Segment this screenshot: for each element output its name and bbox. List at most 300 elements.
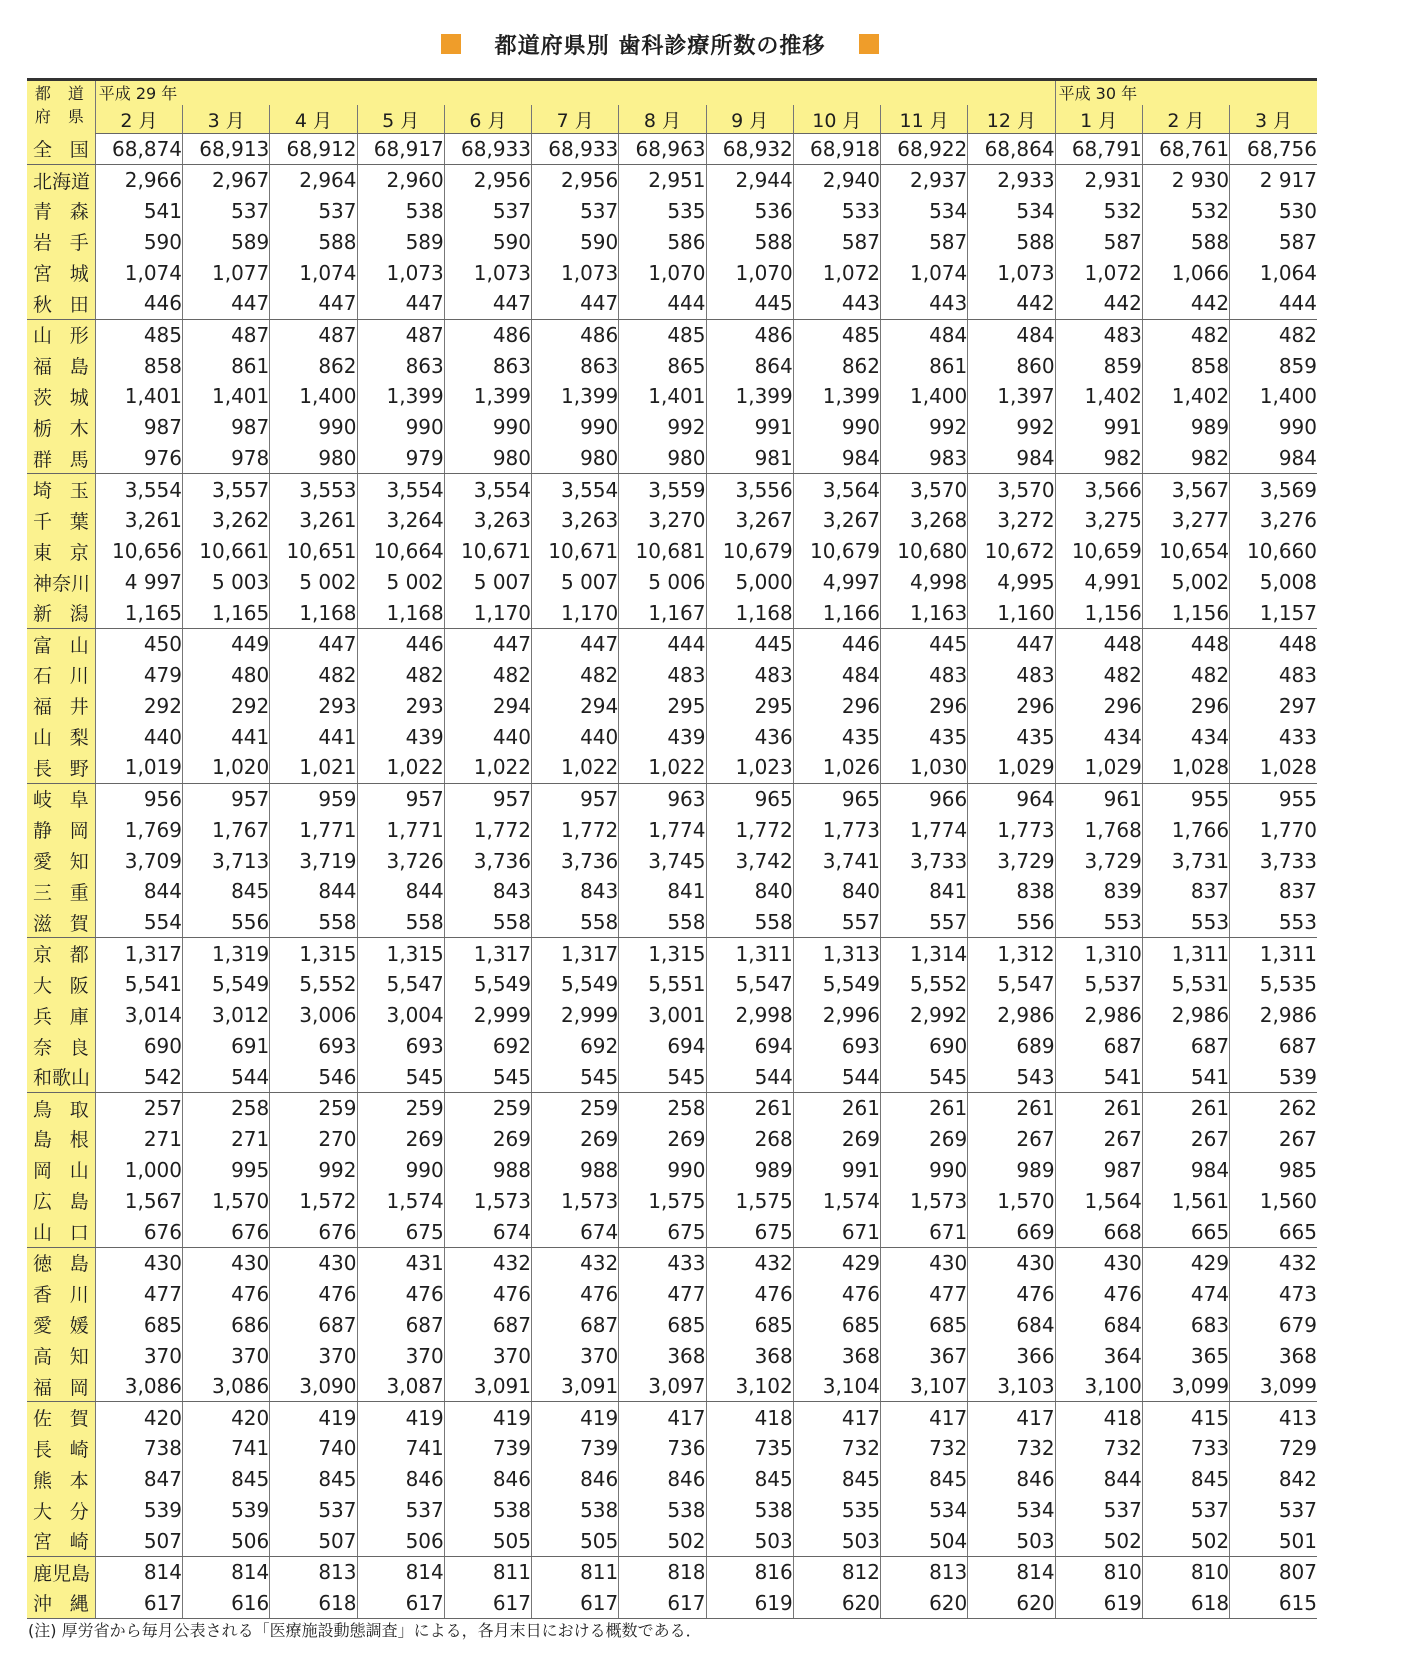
- clinic-count-cell: 417: [793, 1402, 880, 1433]
- clinic-count-cell: 615: [1230, 1588, 1317, 1619]
- clinic-count-cell: 3,099: [1142, 1371, 1229, 1402]
- clinic-count-cell: 415: [1142, 1402, 1229, 1433]
- clinic-count-cell: 812: [793, 1557, 880, 1588]
- clinic-count-cell: 814: [968, 1557, 1055, 1588]
- clinic-count-cell: 483: [968, 659, 1055, 690]
- clinic-count-cell: 1,312: [968, 938, 1055, 969]
- clinic-count-cell: 671: [793, 1216, 880, 1247]
- clinic-count-cell: 259: [357, 1093, 444, 1124]
- clinic-count-cell: 420: [183, 1402, 270, 1433]
- prefecture-name: 神奈川: [27, 567, 95, 598]
- footnote: (注) 厚労省から毎月公表される「医療施設動態調査」による，各月末日における概数である．: [28, 1621, 702, 1640]
- clinic-count-cell: 1,317: [95, 938, 182, 969]
- clinic-count-cell: 990: [1230, 412, 1317, 443]
- clinic-count-cell: 4,991: [1055, 567, 1142, 598]
- table-row: [27, 876, 1317, 907]
- clinic-count-cell: 990: [444, 412, 531, 443]
- clinic-count-cell: 446: [95, 288, 182, 319]
- clinic-count-cell: 10,679: [793, 536, 880, 567]
- clinic-count-cell: 450: [95, 629, 182, 660]
- clinic-count-cell: 1,170: [532, 598, 619, 629]
- clinic-count-cell: 1,165: [95, 598, 182, 629]
- clinic-count-cell: 10,664: [357, 536, 444, 567]
- clinic-count-cell: 1,773: [793, 814, 880, 845]
- prefecture-header: [27, 80, 95, 134]
- clinic-count-cell: 68,912: [270, 134, 357, 165]
- clinic-count-cell: 544: [793, 1062, 880, 1093]
- clinic-count-cell: 436: [706, 721, 793, 752]
- clinic-count-cell: 295: [706, 690, 793, 721]
- clinic-count-cell: 617: [619, 1588, 706, 1619]
- clinic-count-cell: 739: [532, 1433, 619, 1464]
- clinic-count-cell: 1,168: [270, 598, 357, 629]
- clinic-count-cell: 368: [706, 1340, 793, 1371]
- clinic-count-cell: 1,156: [1055, 598, 1142, 629]
- clinic-count-cell: 5,547: [357, 969, 444, 1000]
- clinic-count-cell: 537: [270, 195, 357, 226]
- prefecture-name: 新 潟: [27, 598, 95, 629]
- clinic-count-cell: 259: [532, 1093, 619, 1124]
- clinic-count-cell: 3,736: [444, 845, 531, 876]
- table-row: [27, 195, 1317, 226]
- orange-square-icon: [859, 34, 879, 54]
- clinic-count-cell: 3,742: [706, 845, 793, 876]
- clinic-count-cell: 430: [270, 1247, 357, 1278]
- clinic-count-cell: 979: [357, 443, 444, 474]
- month-header-row: [27, 105, 1317, 134]
- clinic-count-cell: 446: [793, 629, 880, 660]
- table-row: [27, 1526, 1317, 1557]
- clinic-count-cell: 443: [793, 288, 880, 319]
- clinic-count-cell: 419: [532, 1402, 619, 1433]
- clinic-count-cell: 68,756: [1230, 134, 1317, 165]
- clinic-count-cell: 992: [881, 412, 968, 443]
- month-header: 8 月: [619, 105, 706, 134]
- clinic-count-cell: 3,264: [357, 505, 444, 536]
- clinic-count-cell: 68,933: [532, 134, 619, 165]
- prefecture-name: 愛 知: [27, 845, 95, 876]
- clinic-count-cell: 5 006: [619, 567, 706, 598]
- clinic-count-cell: 1,310: [1055, 938, 1142, 969]
- clinic-count-cell: 741: [183, 1433, 270, 1464]
- clinic-count-cell: 480: [183, 659, 270, 690]
- clinic-count-cell: 665: [1142, 1216, 1229, 1247]
- clinic-count-cell: 3,087: [357, 1371, 444, 1402]
- table-row: [27, 1588, 1317, 1619]
- clinic-count-cell: 991: [1055, 412, 1142, 443]
- clinic-count-cell: 1,400: [881, 381, 968, 412]
- clinic-count-cell: 2,999: [444, 1000, 531, 1031]
- clinic-count-cell: 846: [532, 1464, 619, 1495]
- clinic-count-cell: 68,791: [1055, 134, 1142, 165]
- clinic-count-cell: 992: [270, 1154, 357, 1185]
- clinic-count-cell: 992: [619, 412, 706, 443]
- clinic-count-cell: 365: [1142, 1340, 1229, 1371]
- clinic-count-cell: 1,168: [706, 598, 793, 629]
- prefecture-name: 愛 媛: [27, 1309, 95, 1340]
- clinic-count-cell: 1,397: [968, 381, 1055, 412]
- clinic-count-cell: 3,736: [532, 845, 619, 876]
- clinic-count-cell: 587: [793, 226, 880, 257]
- clinic-count-cell: 534: [881, 1495, 968, 1526]
- prefecture-name: 長 崎: [27, 1433, 95, 1464]
- clinic-count-cell: 987: [95, 412, 182, 443]
- clinic-count-cell: 811: [532, 1557, 619, 1588]
- clinic-count-cell: 261: [1055, 1093, 1142, 1124]
- table-row: [27, 505, 1317, 536]
- clinic-count-cell: 429: [793, 1247, 880, 1278]
- clinic-count-cell: 370: [444, 1340, 531, 1371]
- table-row: [27, 1031, 1317, 1062]
- clinic-count-cell: 2,956: [532, 164, 619, 195]
- clinic-count-cell: 841: [619, 876, 706, 907]
- clinic-count-cell: 68,864: [968, 134, 1055, 165]
- clinic-count-cell: 617: [357, 1588, 444, 1619]
- clinic-count-cell: 3,268: [881, 505, 968, 536]
- clinic-count-cell: 447: [968, 629, 1055, 660]
- clinic-count-cell: 538: [619, 1495, 706, 1526]
- clinic-count-cell: 858: [1142, 350, 1229, 381]
- clinic-count-cell: 1,028: [1230, 752, 1317, 783]
- clinic-count-cell: 1,402: [1142, 381, 1229, 412]
- clinic-count-cell: 10,680: [881, 536, 968, 567]
- clinic-count-cell: 503: [793, 1526, 880, 1557]
- table-row: [27, 907, 1317, 938]
- clinic-count-cell: 3,554: [444, 474, 531, 505]
- clinic-count-cell: 684: [1055, 1309, 1142, 1340]
- clinic-count-cell: 3,559: [619, 474, 706, 505]
- clinic-count-cell: 370: [532, 1340, 619, 1371]
- clinic-count-cell: 296: [1055, 690, 1142, 721]
- clinic-count-cell: 539: [183, 1495, 270, 1526]
- clinic-count-cell: 543: [968, 1062, 1055, 1093]
- clinic-count-cell: 448: [1055, 629, 1142, 660]
- clinic-count-cell: 838: [968, 876, 1055, 907]
- clinic-count-cell: 269: [357, 1124, 444, 1155]
- clinic-count-cell: 3,004: [357, 1000, 444, 1031]
- clinic-count-cell: 687: [1055, 1031, 1142, 1062]
- clinic-count-cell: 3,745: [619, 845, 706, 876]
- clinic-count-cell: 732: [881, 1433, 968, 1464]
- clinic-count-cell: 675: [357, 1216, 444, 1247]
- clinic-count-cell: 1,156: [1142, 598, 1229, 629]
- clinic-count-cell: 807: [1230, 1557, 1317, 1588]
- prefecture-name: 福 島: [27, 350, 95, 381]
- clinic-count-cell: 533: [793, 195, 880, 226]
- clinic-count-cell: 370: [95, 1340, 182, 1371]
- clinic-count-cell: 501: [1230, 1526, 1317, 1557]
- clinic-count-cell: 990: [619, 1154, 706, 1185]
- clinic-count-cell: 484: [881, 319, 968, 350]
- clinic-count-cell: 990: [270, 412, 357, 443]
- clinic-count-cell: 261: [1142, 1093, 1229, 1124]
- clinic-count-cell: 5,541: [95, 969, 182, 1000]
- table-row: [27, 443, 1317, 474]
- clinic-count-cell: 690: [881, 1031, 968, 1062]
- clinic-count-cell: 1,574: [357, 1185, 444, 1216]
- clinic-count-cell: 296: [1142, 690, 1229, 721]
- clinic-count-cell: 1,570: [183, 1185, 270, 1216]
- clinic-count-cell: 257: [95, 1093, 182, 1124]
- clinic-count-cell: 477: [95, 1278, 182, 1309]
- clinic-count-cell: 476: [532, 1278, 619, 1309]
- clinic-count-cell: 538: [706, 1495, 793, 1526]
- clinic-count-cell: 558: [444, 907, 531, 938]
- clinic-count-cell: 482: [532, 659, 619, 690]
- clinic-count-cell: 864: [706, 350, 793, 381]
- clinic-count-cell: 3,100: [1055, 1371, 1142, 1402]
- clinic-count-cell: 982: [1055, 443, 1142, 474]
- clinic-count-cell: 813: [881, 1557, 968, 1588]
- clinic-count-cell: 2,964: [270, 164, 357, 195]
- clinic-count-cell: 588: [1142, 226, 1229, 257]
- clinic-count-cell: 964: [968, 783, 1055, 814]
- clinic-count-cell: 2,996: [793, 1000, 880, 1031]
- clinic-count-cell: 261: [968, 1093, 1055, 1124]
- clinic-count-cell: 589: [183, 226, 270, 257]
- prefecture-name: 沖 縄: [27, 1588, 95, 1619]
- clinic-count-cell: 1,074: [95, 257, 182, 288]
- clinic-count-cell: 503: [706, 1526, 793, 1557]
- clinic-count-cell: 738: [95, 1433, 182, 1464]
- clinic-count-cell: 1,166: [793, 598, 880, 629]
- clinic-count-cell: 482: [1230, 319, 1317, 350]
- clinic-count-cell: 1,311: [1142, 938, 1229, 969]
- clinic-count-cell: 3,262: [183, 505, 270, 536]
- table-row: [27, 381, 1317, 412]
- clinic-count-cell: 984: [968, 443, 1055, 474]
- clinic-count-cell: 3,261: [95, 505, 182, 536]
- clinic-count-cell: 692: [532, 1031, 619, 1062]
- clinic-count-cell: 959: [270, 783, 357, 814]
- clinic-count-cell: 3,263: [444, 505, 531, 536]
- clinic-count-cell: 482: [1142, 659, 1229, 690]
- clinic-count-cell: 537: [270, 1495, 357, 1526]
- clinic-count-cell: 862: [270, 350, 357, 381]
- clinic-count-cell: 367: [881, 1340, 968, 1371]
- clinic-count-cell: 4,998: [881, 567, 968, 598]
- clinic-count-cell: 980: [619, 443, 706, 474]
- prefecture-header-bottom: 府 県: [34, 107, 90, 126]
- clinic-count-cell: 957: [444, 783, 531, 814]
- clinic-count-cell: 553: [1230, 907, 1317, 938]
- clinic-count-cell: 694: [706, 1031, 793, 1062]
- clinic-count-cell: 476: [1055, 1278, 1142, 1309]
- clinic-count-cell: 1,317: [532, 938, 619, 969]
- clinic-count-cell: 846: [357, 1464, 444, 1495]
- clinic-count-cell: 3,554: [357, 474, 444, 505]
- clinic-count-cell: 846: [444, 1464, 531, 1495]
- table-row: [27, 350, 1317, 381]
- clinic-count-cell: 554: [95, 907, 182, 938]
- clinic-count-cell: 1,074: [270, 257, 357, 288]
- clinic-count-cell: 10,679: [706, 536, 793, 567]
- clinic-count-cell: 837: [1230, 876, 1317, 907]
- clinic-count-cell: 3,713: [183, 845, 270, 876]
- clinic-count-cell: 1,564: [1055, 1185, 1142, 1216]
- clinic-count-cell: 687: [1230, 1031, 1317, 1062]
- clinic-count-cell: 1,575: [706, 1185, 793, 1216]
- clinic-count-cell: 863: [532, 350, 619, 381]
- clinic-count-cell: 447: [444, 629, 531, 660]
- clinic-count-cell: 859: [1055, 350, 1142, 381]
- clinic-count-cell: 976: [95, 443, 182, 474]
- clinic-count-cell: 735: [706, 1433, 793, 1464]
- clinic-count-cell: 506: [357, 1526, 444, 1557]
- table-row: [27, 226, 1317, 257]
- clinic-count-cell: 557: [881, 907, 968, 938]
- clinic-count-cell: 537: [532, 195, 619, 226]
- clinic-count-table: [27, 78, 1317, 1619]
- clinic-count-cell: 845: [881, 1464, 968, 1495]
- clinic-count-cell: 858: [95, 350, 182, 381]
- clinic-count-cell: 485: [793, 319, 880, 350]
- clinic-count-cell: 484: [793, 659, 880, 690]
- table-row: [27, 1495, 1317, 1526]
- clinic-count-cell: 1,769: [95, 814, 182, 845]
- clinic-count-cell: 617: [532, 1588, 619, 1619]
- clinic-count-cell: 545: [357, 1062, 444, 1093]
- clinic-count-cell: 1,313: [793, 938, 880, 969]
- clinic-count-cell: 2,956: [444, 164, 531, 195]
- clinic-count-cell: 68,933: [444, 134, 531, 165]
- clinic-count-cell: 588: [706, 226, 793, 257]
- prefecture-name: 宮 崎: [27, 1526, 95, 1557]
- clinic-count-cell: 5,549: [183, 969, 270, 1000]
- clinic-count-cell: 261: [793, 1093, 880, 1124]
- clinic-count-cell: 445: [706, 629, 793, 660]
- clinic-count-cell: 1,074: [881, 257, 968, 288]
- clinic-count-cell: 558: [270, 907, 357, 938]
- clinic-count-cell: 2,933: [968, 164, 1055, 195]
- clinic-count-cell: 843: [532, 876, 619, 907]
- prefecture-name: 岩 手: [27, 226, 95, 257]
- clinic-count-cell: 486: [532, 319, 619, 350]
- clinic-count-cell: 269: [793, 1124, 880, 1155]
- clinic-count-cell: 847: [95, 1464, 182, 1495]
- clinic-count-cell: 259: [444, 1093, 531, 1124]
- clinic-count-cell: 1,070: [619, 257, 706, 288]
- clinic-count-cell: 3,275: [1055, 505, 1142, 536]
- clinic-count-cell: 3,272: [968, 505, 1055, 536]
- clinic-count-cell: 1,073: [357, 257, 444, 288]
- clinic-count-cell: 545: [444, 1062, 531, 1093]
- table-row: [27, 721, 1317, 752]
- table-row: [27, 567, 1317, 598]
- clinic-count-cell: 5,008: [1230, 567, 1317, 598]
- clinic-count-cell: 983: [881, 443, 968, 474]
- clinic-count-cell: 445: [706, 288, 793, 319]
- clinic-count-cell: 430: [95, 1247, 182, 1278]
- prefecture-name: 鹿児島: [27, 1557, 95, 1588]
- clinic-count-cell: 444: [1230, 288, 1317, 319]
- clinic-count-cell: 729: [1230, 1433, 1317, 1464]
- clinic-count-cell: 982: [1142, 443, 1229, 474]
- clinic-count-cell: 985: [1230, 1154, 1317, 1185]
- clinic-count-cell: 4,997: [793, 567, 880, 598]
- month-header: 7 月: [532, 105, 619, 134]
- clinic-count-cell: 532: [1055, 195, 1142, 226]
- clinic-count-cell: 476: [793, 1278, 880, 1309]
- clinic-count-cell: 690: [95, 1031, 182, 1062]
- clinic-count-cell: 620: [968, 1588, 1055, 1619]
- clinic-count-cell: 5,547: [968, 969, 1055, 1000]
- table-row: [27, 1247, 1317, 1278]
- clinic-count-cell: 990: [357, 1154, 444, 1185]
- clinic-count-cell: 483: [706, 659, 793, 690]
- clinic-count-cell: 620: [793, 1588, 880, 1619]
- prefecture-name: 富 山: [27, 629, 95, 660]
- clinic-count-cell: 3,741: [793, 845, 880, 876]
- clinic-count-cell: 3,086: [183, 1371, 270, 1402]
- clinic-count-cell: 4 997: [95, 567, 182, 598]
- clinic-count-cell: 534: [881, 195, 968, 226]
- clinic-count-cell: 736: [619, 1433, 706, 1464]
- table-header: [27, 80, 1317, 134]
- clinic-count-cell: 679: [1230, 1309, 1317, 1340]
- clinic-count-cell: 1,767: [183, 814, 270, 845]
- clinic-count-cell: 420: [95, 1402, 182, 1433]
- clinic-count-cell: 476: [444, 1278, 531, 1309]
- clinic-count-cell: 1,399: [706, 381, 793, 412]
- clinic-count-cell: 556: [968, 907, 1055, 938]
- clinic-count-cell: 980: [532, 443, 619, 474]
- clinic-count-cell: 1,072: [793, 257, 880, 288]
- clinic-count-cell: 1,314: [881, 938, 968, 969]
- clinic-count-cell: 269: [619, 1124, 706, 1155]
- clinic-count-cell: 816: [706, 1557, 793, 1588]
- clinic-count-cell: 840: [706, 876, 793, 907]
- clinic-count-cell: 417: [881, 1402, 968, 1433]
- month-header: 9 月: [706, 105, 793, 134]
- clinic-count-cell: 504: [881, 1526, 968, 1557]
- clinic-count-cell: 419: [357, 1402, 444, 1433]
- table-row: [27, 412, 1317, 443]
- clinic-count-cell: 3,006: [270, 1000, 357, 1031]
- prefecture-name: 滋 賀: [27, 907, 95, 938]
- table-row: [27, 783, 1317, 814]
- clinic-count-cell: 479: [95, 659, 182, 690]
- table-row: [27, 474, 1317, 505]
- table-row: [27, 164, 1317, 195]
- clinic-count-cell: 3,099: [1230, 1371, 1317, 1402]
- clinic-count-cell: 368: [619, 1340, 706, 1371]
- clinic-count-cell: 687: [357, 1309, 444, 1340]
- clinic-count-cell: 3,709: [95, 845, 182, 876]
- clinic-count-cell: 685: [619, 1309, 706, 1340]
- clinic-count-cell: 3,733: [881, 845, 968, 876]
- clinic-count-cell: 267: [1055, 1124, 1142, 1155]
- clinic-count-cell: 1,573: [444, 1185, 531, 1216]
- clinic-count-cell: 685: [95, 1309, 182, 1340]
- table-row: [27, 536, 1317, 567]
- clinic-count-cell: 2 917: [1230, 164, 1317, 195]
- table-row: [27, 1557, 1317, 1588]
- clinic-count-cell: 3,557: [183, 474, 270, 505]
- clinic-count-cell: 3,261: [270, 505, 357, 536]
- clinic-count-cell: 3,277: [1142, 505, 1229, 536]
- month-header: 5 月: [357, 105, 444, 134]
- clinic-count-cell: 10,660: [1230, 536, 1317, 567]
- month-header: 3 月: [1230, 105, 1317, 134]
- clinic-count-cell: 988: [532, 1154, 619, 1185]
- clinic-count-cell: 507: [270, 1526, 357, 1557]
- prefecture-name: 石 川: [27, 659, 95, 690]
- clinic-count-cell: 537: [444, 195, 531, 226]
- clinic-count-cell: 586: [619, 226, 706, 257]
- clinic-count-cell: 370: [357, 1340, 444, 1371]
- clinic-count-cell: 1,022: [444, 752, 531, 783]
